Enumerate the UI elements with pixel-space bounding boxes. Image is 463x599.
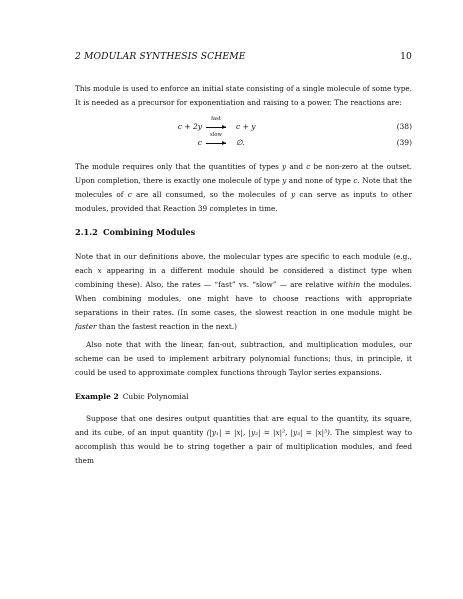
equation-39 bbox=[75, 132, 412, 152]
subsection-title: Combining Modules bbox=[103, 227, 196, 237]
running-title: 2 MODULAR SYNTHESIS SCHEME bbox=[75, 51, 246, 62]
example-title: Cubic Polynomial bbox=[122, 392, 189, 401]
paragraph-intro: This module is used to enforce an initial state consisting of a single molecule of some type. It is needed as a precursor for exponentiation and raising to a power. The reactions are: bbox=[75, 84, 412, 107]
arrow-label-fast: fast bbox=[211, 116, 221, 122]
subsection-heading bbox=[75, 227, 412, 237]
paragraph-polynomial: Also note that with the linear, fan-out, subtraction, and multiplication modules, our scheme can be used to implement arbitrary polynomial functions; thus, in principle, it could be used to approximate complex functions through Taylor series expansions. bbox=[75, 340, 412, 377]
equation-38-rhs: c + y bbox=[236, 122, 256, 131]
example-label: Example 2 bbox=[75, 392, 119, 401]
equation-39-rhs: ∅. bbox=[236, 138, 245, 147]
equation-38-lhs: c + 2y bbox=[177, 122, 202, 131]
equation-38 bbox=[75, 116, 412, 136]
paragraph-requirements: The module requires only that the quantities of types y and c be non-zero at the outset. Upon completion, there is exactly one molecule of type y and none of type c. Note that the molecules of c are all consumed, so the molecules of y can serve as inputs to other modules, provided that Reaction 39 completes in time. bbox=[75, 162, 413, 213]
equation-38-tag: (38) bbox=[396, 122, 412, 131]
equation-39-lhs: c bbox=[197, 138, 202, 147]
paragraph-cubic: Suppose that one desires output quantities that are equal to the quantity, its square, and its cube, of an input quantity (|y₁| = |x|, |y₂| = |x|², |y₃| = |x|³). The simplest way to accomplish this would be to string together a pair of multiplication modules, and feed them bbox=[75, 414, 412, 465]
subsection-number: 2.1.2 bbox=[75, 227, 98, 237]
arrow-label-slow: slow bbox=[210, 132, 222, 138]
example-heading bbox=[75, 392, 412, 401]
equation-39-tag: (39) bbox=[396, 138, 412, 147]
page-number: 10 bbox=[400, 51, 412, 62]
running-header bbox=[75, 51, 412, 62]
paragraph-combining: Note that in our definitions above, the molecular types are specific to each module (e.g., each x appearing in a different module should be considered a distinct type when combining these). Also, the rates — “fast” vs. “slow” — are relative within the modules. When combining modules, one might have to choose reactions with appropriate separations in their rates. (In some cases, the slowest reaction in one module might be faster than the fastest reaction in the next.) bbox=[75, 252, 412, 331]
